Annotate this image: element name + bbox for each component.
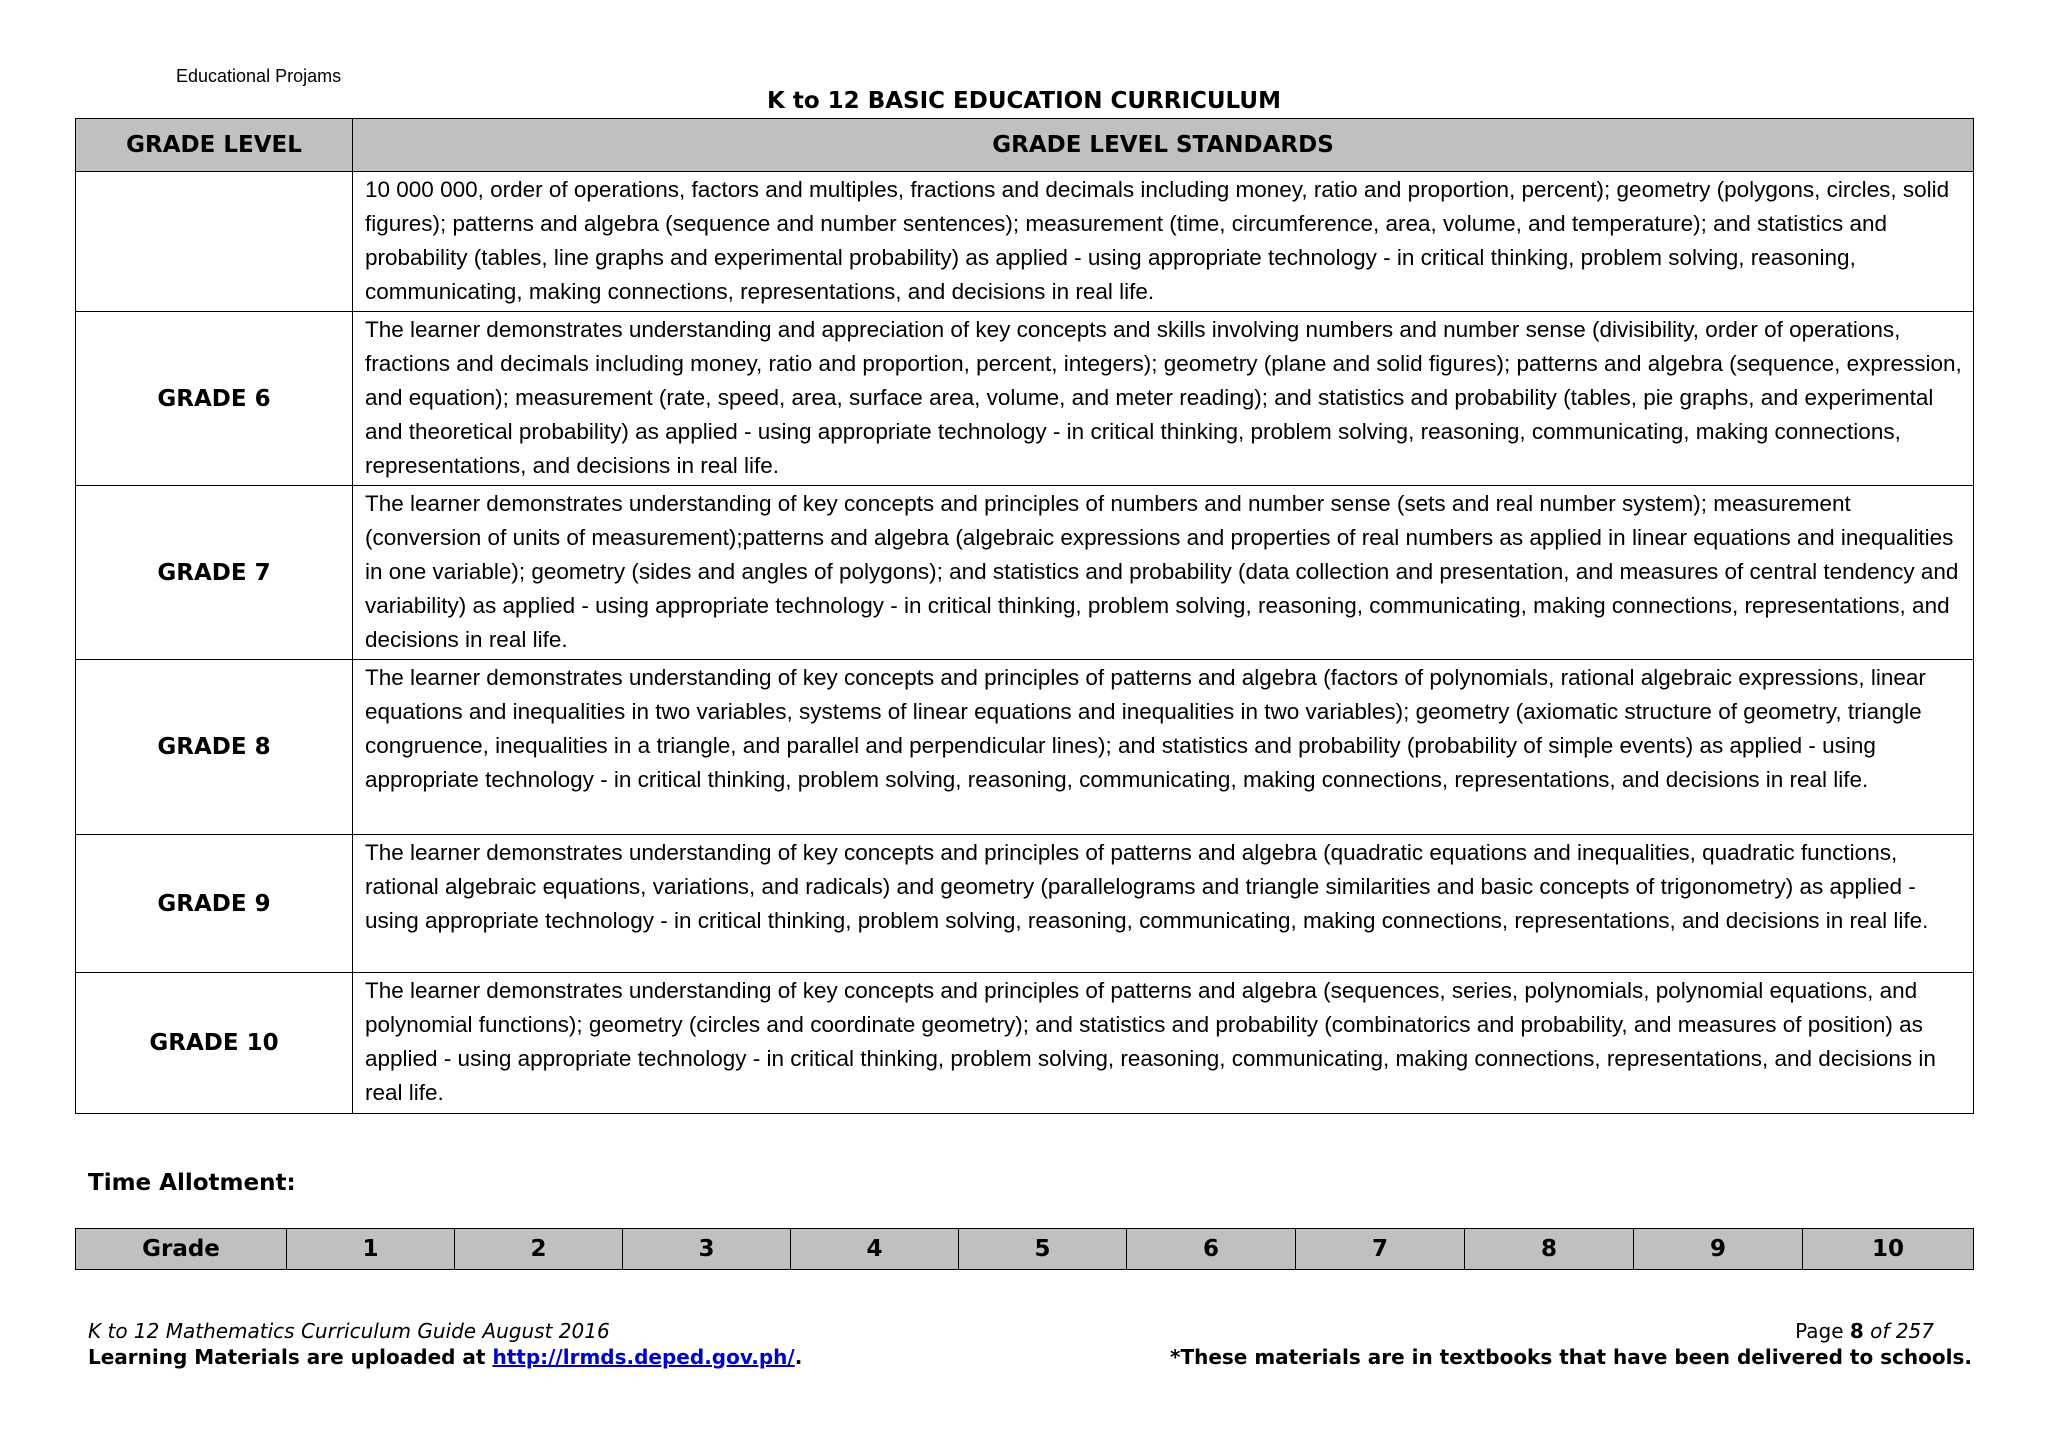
grade-cell: GRADE 10	[76, 973, 353, 1114]
grade-cell: GRADE 7	[76, 486, 353, 660]
table-row	[76, 486, 1974, 660]
table-row	[76, 172, 1974, 312]
standard-cell: The learner demonstrates understanding of key concepts and principles of patterns and algebra (factors of polynomials, rational algebraic expressions, linear equations and inequalities in two variables, systems of linear equations and inequalities in two variables); geometry (axiomatic structure of geometry, triangle congruence, inequalities in a triangle, and parallel and perpendicular lines); and statistics and probability (probability of simple events) as applied - using appropriate technology - in critical thinking, problem solving, reasoning, communicating, making connections, representations, and decisions in real life.	[353, 660, 1974, 835]
upload-suffix: .	[794, 1345, 803, 1369]
standard-cell: The learner demonstrates understanding and appreciation of key concepts and skills involving numbers and number sense (divisibility, order of operations, fractions and decimals including money, ratio and proportion, percent, integers); geometry (plane and solid figures); patterns and algebra (sequence, expression, and equation); measurement (rate, speed, area, surface area, volume, and meter reading); and statistics and probability (tables, pie graphs, and experimental and theoretical probability) as applied - using appropriate technology - in critical thinking, problem solving, reasoning, communicating, making connections, representations, and decisions in real life.	[353, 312, 1974, 486]
table-header-row	[76, 119, 1974, 172]
time-allotment-row	[76, 1229, 1974, 1270]
standard-cell: 10 000 000, order of operations, factors and multiples, fractions and decimals including money, ratio and proportion, percent); geometry (polygons, circles, solid figures); patterns and algebra (sequence and number sentences); measurement (time, circumference, area, volume, and temperature); and statistics and probability (tables, line graphs and experimental probability) as applied - using appropriate technology - in critical thinking, problem solving, reasoning, communicating, making connections, representations, and decisions in real life.	[353, 172, 1974, 312]
time-cell-9: 9	[1634, 1229, 1803, 1270]
time-cell-3: 3	[623, 1229, 791, 1270]
time-allotment-label: Time Allotment:	[88, 1170, 296, 1196]
time-cell-6: 6	[1127, 1229, 1296, 1270]
page-total: of 257	[1863, 1319, 1934, 1343]
time-cell-grade: Grade	[76, 1229, 287, 1270]
grade-level-standards-table	[75, 118, 1974, 1114]
upload-notice	[88, 1344, 802, 1370]
grade-cell	[76, 172, 353, 312]
time-cell-5: 5	[959, 1229, 1127, 1270]
page-indicator	[1170, 1318, 1972, 1344]
time-cell-1: 1	[287, 1229, 455, 1270]
table-row	[76, 835, 1974, 973]
time-cell-2: 2	[455, 1229, 623, 1270]
standard-cell: The learner demonstrates understanding of key concepts and principles of numbers and number sense (sets and real number system); measurement (conversion of units of measurement);patterns and algebra (algebraic expressions and properties of real numbers as applied in linear equations and inequalities in one variable); geometry (sides and angles of polygons); and statistics and probability (data collection and presentation, and measures of central tendency and variability) as applied - using appropriate technology - in critical thinking, problem solving, reasoning, communicating, making connections, representations, and decisions in real life.	[353, 486, 1974, 660]
grade-cell: GRADE 8	[76, 660, 353, 835]
footer-left	[88, 1318, 802, 1370]
table-row	[76, 973, 1974, 1114]
time-cell-8: 8	[1465, 1229, 1634, 1270]
page-number: 8	[1849, 1319, 1864, 1343]
curriculum-guide-title: K to 12 Mathematics Curriculum Guide August 2016	[88, 1319, 610, 1343]
header-grade-level-standards: GRADE LEVEL STANDARDS	[353, 119, 1974, 172]
standard-cell: The learner demonstrates understanding of key concepts and principles of patterns and algebra (quadratic equations and inequalities, quadratic functions, rational algebraic equations, variations, and radicals) and geometry (parallelograms and triangle similarities and basic concepts of trigonometry) as applied - using appropriate technology - in critical thinking, problem solving, reasoning, communicating, making connections, representations, and decisions in real life.	[353, 835, 1974, 973]
textbook-note: *These materials are in textbooks that have been delivered to schools.	[1170, 1345, 1972, 1369]
header-grade-level: GRADE LEVEL	[76, 119, 353, 172]
grade-cell: GRADE 6	[76, 312, 353, 486]
watermark-text: Educational Projams	[176, 66, 342, 86]
standard-cell: The learner demonstrates understanding of key concepts and principles of patterns and algebra (sequences, series, polynomials, polynomial equations, and polynomial functions); geometry (circles and coordinate geometry); and statistics and probability (combinatorics and probability, and measures of position) as applied - using appropriate technology - in critical thinking, problem solving, reasoning, communicating, making connections, representations, and decisions in real life.	[353, 973, 1974, 1114]
table-row	[76, 660, 1974, 835]
grade-cell: GRADE 9	[76, 835, 353, 973]
lrmds-link[interactable]: http://lrmds.deped.gov.ph/	[492, 1345, 795, 1369]
upload-prefix: Learning Materials are uploaded at	[88, 1345, 493, 1369]
time-allotment-table	[75, 1228, 1974, 1270]
time-cell-4: 4	[791, 1229, 959, 1270]
page-word: Page	[1795, 1319, 1850, 1343]
time-cell-7: 7	[1296, 1229, 1465, 1270]
footer-right	[1170, 1318, 1972, 1370]
table-row	[76, 312, 1974, 486]
time-cell-10: 10	[1803, 1229, 1974, 1270]
document-title: K to 12 BASIC EDUCATION CURRICULUM	[767, 88, 1281, 114]
